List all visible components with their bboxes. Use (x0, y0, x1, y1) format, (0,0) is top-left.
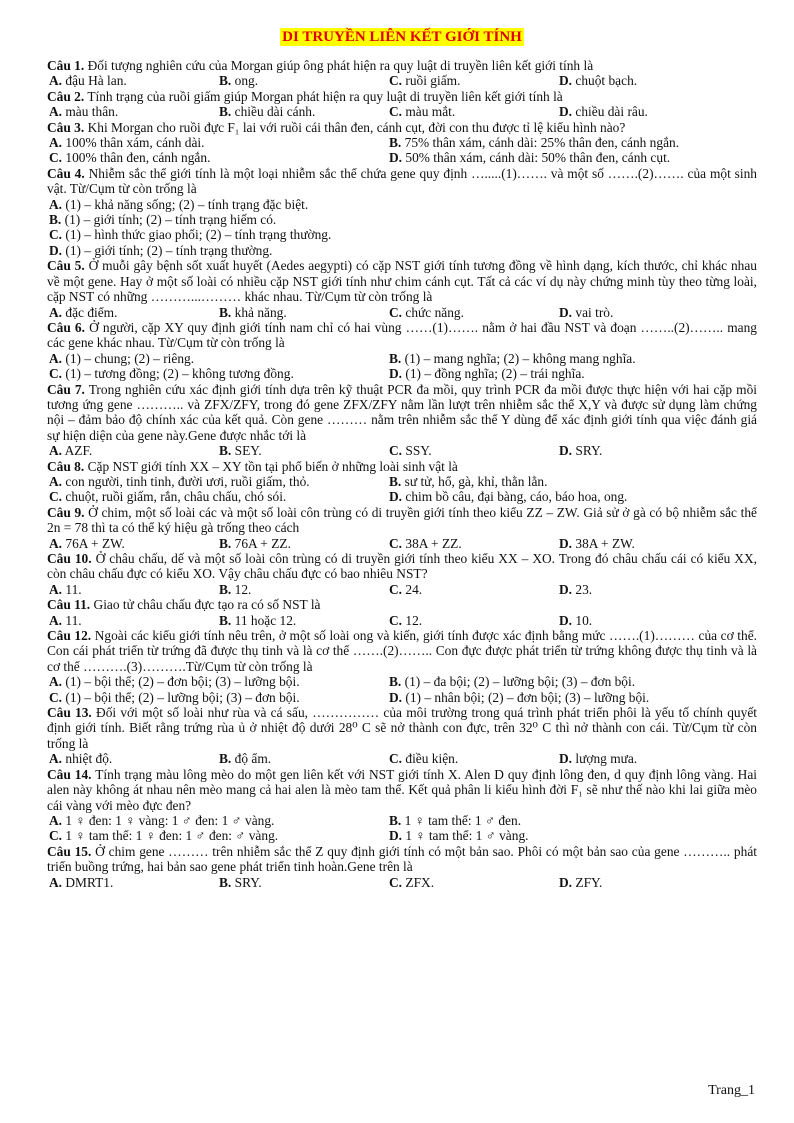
option-text: lượng mưa. (575, 751, 638, 767)
option-text: vai trò. (575, 304, 614, 320)
option-text: SRY. (575, 443, 603, 459)
option-text: (1) – đồng nghĩa; (2) – trái nghĩa. (405, 366, 585, 382)
question-stem: Khi Morgan cho ruồi đực F₁ lai với ruồi cái thân đen, cánh cụt, đời con thu được tỉ lệ kiểu hình nào? (87, 119, 626, 135)
option-text: (1) – tương đồng; (2) – không tương đồng. (65, 366, 294, 382)
option-letter: A. (49, 581, 63, 597)
answer-option (389, 135, 729, 150)
option-letter: D. (389, 828, 403, 844)
question-label: Câu 14. (47, 766, 92, 782)
option-letter: D. (559, 535, 573, 551)
answer-option (389, 690, 729, 705)
answer-option (389, 582, 559, 597)
question-label: Câu 1. (47, 58, 85, 73)
answer-option (389, 104, 559, 119)
option-text: chiều dài râu. (575, 104, 648, 120)
answer-option (49, 197, 757, 212)
question-block (47, 58, 757, 89)
option-text: (1) – giới tính; (2) – tính trạng hiếm có. (64, 212, 277, 228)
option-text: điều kiện. (405, 751, 459, 767)
option-letter: B. (389, 473, 402, 489)
answer-option (219, 582, 389, 597)
question-stem: Ở chim, một số loài các và một số loài côn trùng có di truyền giới tính theo kiểu ZZ – ZW. Giả sử ở gà có bộ nhiễm sắc thể 2n = 78 thì ta có thể ký hiệu gà trống theo cách (47, 504, 757, 536)
question-stem: Nhiễm sắc thể giới tính là một loại nhiễm sắc thể chứa gene quy định ….....(1)……. và một số …….(2)……. của một sinh vật. Từ/Cụm từ còn trống là (47, 165, 757, 197)
option-text: (1) – giới tính; (2) – tính trạng thường. (65, 242, 273, 258)
question-text (47, 551, 757, 582)
page-title: DI TRUYỀN LIÊN KẾT GIỚI TÍNH (282, 29, 522, 45)
option-letter: A. (49, 73, 63, 89)
answer-option (49, 351, 389, 366)
option-text: chức năng. (405, 304, 464, 320)
option-letter: A. (49, 674, 63, 690)
option-text: 11. (65, 612, 82, 628)
question-text (47, 58, 757, 73)
answer-option (49, 582, 219, 597)
option-text: (1) – bội thể; (2) – đơn bội; (3) – lưỡng bội. (65, 674, 300, 690)
answer-option (49, 243, 757, 258)
question-block (47, 551, 757, 597)
option-letter: A. (49, 135, 63, 151)
answer-option (389, 366, 729, 381)
title-wrap (47, 28, 757, 46)
option-letter: B. (389, 135, 402, 151)
option-text: DMRT1. (65, 874, 114, 890)
answer-option (559, 751, 729, 766)
question-stem: Ở châu chấu, dế và một số loài côn trùng có di truyền giới tính theo kiểu XX – XO. Trong đó châu chấu cái có kiểu XX, còn châu chấu đực có kiểu XO. Vậy châu chấu đực có bao nhiêu NST? (47, 551, 757, 582)
question-block (47, 258, 757, 320)
answer-option (559, 73, 729, 88)
question-list (47, 58, 757, 890)
option-text: SSY. (405, 443, 432, 459)
option-letter: C. (389, 581, 403, 597)
answer-option (389, 813, 729, 828)
option-letter: A. (49, 812, 63, 828)
option-text: 12. (234, 581, 252, 597)
answer-option (389, 489, 729, 504)
answer-option (389, 674, 729, 689)
answer-option (49, 474, 389, 489)
option-text: SRY. (234, 874, 262, 890)
option-letter: A. (49, 473, 63, 489)
answer-option (219, 751, 389, 766)
option-letter: B. (219, 581, 232, 597)
option-text: chuột bạch. (575, 73, 638, 89)
answer-option (49, 751, 219, 766)
question-label: Câu 9. (47, 504, 85, 520)
question-text (47, 89, 757, 104)
option-letter: B. (49, 212, 62, 228)
option-text: ong. (234, 73, 259, 89)
option-text: 11 hoặc 12. (234, 612, 297, 628)
question-text (47, 382, 757, 444)
answer-options (47, 875, 757, 890)
answer-option (389, 536, 559, 551)
answer-options (47, 135, 757, 166)
option-text: sư tử, hổ, gà, khỉ, thằn lằn. (404, 473, 548, 489)
option-text: 100% thân xám, cánh dài. (65, 135, 205, 151)
answer-option (389, 751, 559, 766)
option-letter: A. (49, 196, 63, 212)
option-letter: B. (219, 104, 232, 120)
option-text: 100% thân đen, cánh ngắn. (65, 150, 211, 166)
question-stem: Cặp NST giới tính XX – XY tồn tại phổ biến ở những loài sinh vật là (87, 458, 458, 474)
question-block (47, 89, 757, 120)
option-letter: C. (389, 874, 403, 890)
answer-option (49, 305, 219, 320)
answer-option (219, 305, 389, 320)
option-text: SEY. (234, 443, 262, 459)
option-letter: D. (389, 366, 403, 382)
answer-option (49, 613, 219, 628)
question-block (47, 767, 757, 844)
question-text (47, 705, 757, 751)
option-letter: B. (219, 443, 232, 459)
question-block (47, 166, 757, 258)
option-letter: D. (49, 242, 63, 258)
question-text (47, 258, 757, 304)
answer-option (49, 150, 389, 165)
answer-option (559, 613, 729, 628)
option-text: AZF. (64, 443, 93, 459)
option-text: 50% thân xám, cánh dài: 50% thân đen, cánh cụt. (405, 150, 671, 166)
answer-option (559, 582, 729, 597)
answer-option (559, 875, 729, 890)
option-text: 75% thân xám, cánh dài: 25% thân đen, cánh ngắn. (404, 135, 680, 151)
option-letter: B. (389, 674, 402, 690)
option-text: 1 ♀ tam thể: 1 ♂ vàng. (405, 828, 529, 844)
answer-option (559, 443, 729, 458)
answer-options (47, 751, 757, 766)
option-letter: C. (49, 489, 63, 505)
option-text: ZFY. (575, 874, 603, 890)
option-text: 1 ♀ đen: 1 ♀ vàng: 1 ♂ đen: 1 ♂ vàng. (65, 812, 275, 828)
answer-option (49, 73, 219, 88)
option-letter: D. (559, 304, 573, 320)
question-label: Câu 5. (47, 258, 85, 274)
option-letter: B. (389, 350, 402, 366)
question-stem: Ở người, cặp XY quy định giới tính nam chỉ có hai vùng ……(1)……. nằm ở hai đầu NST và đoạn ……..(2)…….. mang các gene khác nhau. Từ/Cụm từ còn trống là (47, 319, 757, 351)
option-letter: B. (219, 304, 232, 320)
question-text (47, 320, 757, 351)
option-text: ruồi giấm. (405, 73, 461, 89)
answer-option (389, 474, 729, 489)
question-label: Câu 12. (47, 628, 92, 644)
answer-option (389, 875, 559, 890)
option-letter: B. (219, 612, 232, 628)
option-text: màu thân. (65, 104, 119, 120)
option-text: 12. (405, 612, 423, 628)
question-block (47, 705, 757, 767)
option-letter: C. (389, 535, 403, 551)
option-letter: D. (559, 581, 573, 597)
question-stem: Trong nghiên cứu xác định giới tính dựa trên kỹ thuật PCR đa mồi, quy trình PCR đa mồi được thực hiện với hai cặp mồi tương ứng gene ……….. và ZFX/ZFY, trong đó gene ZFX/ZFY nằm lần lượt trên nhiễm sắc thể X,Y và được sử dụng làm chứng nội – đảm bảo độ chính xác của kết quả. Còn gene ……… nằm trên nhiễm sắc thể Y dùng để xác định giới tính qua việc đánh giá sự hiện diện của gene này.Gene được nhắc tới là (47, 381, 757, 443)
option-text: (1) – hình thức giao phối; (2) – tính trạng thường. (65, 227, 332, 243)
question-label: Câu 7. (47, 381, 85, 397)
option-letter: C. (389, 751, 403, 767)
option-letter: D. (389, 489, 403, 505)
question-text (47, 767, 757, 813)
answer-option (49, 443, 219, 458)
option-letter: D. (559, 104, 573, 120)
option-letter: D. (389, 689, 403, 705)
question-block (47, 597, 757, 628)
question-stem: Tính trạng của ruồi giấm giúp Morgan phát hiện ra quy luật di truyền liên kết giới tính là (87, 88, 563, 104)
option-text: khả năng. (234, 304, 287, 320)
answer-option (389, 73, 559, 88)
answer-option (389, 613, 559, 628)
answer-options (47, 674, 757, 705)
option-letter: C. (389, 443, 403, 459)
question-text (47, 505, 757, 536)
option-text: 76A + ZW. (65, 535, 125, 551)
option-text: 76A + ZZ. (234, 535, 291, 551)
option-text: đậu Hà lan. (65, 73, 127, 89)
option-letter: C. (49, 150, 63, 166)
option-text: (1) – đa bội; (2) – lưỡng bội; (3) – đơn bội. (404, 674, 636, 690)
question-block (47, 844, 757, 890)
option-text: (1) – mang nghĩa; (2) – không mang nghĩa. (404, 350, 636, 366)
answer-option (559, 104, 729, 119)
answer-option (49, 135, 389, 150)
option-letter: A. (49, 874, 63, 890)
option-letter: C. (389, 104, 403, 120)
answer-option (49, 489, 389, 504)
question-text (47, 459, 757, 474)
question-text (47, 844, 757, 875)
option-text: đặc điểm. (65, 304, 118, 320)
question-block (47, 120, 757, 166)
answer-option (559, 305, 729, 320)
question-stem: Tính trạng màu lông mèo do một gen liên kết với NST giới tính X. Alen D quy định lông đen, d quy định lông vàng. Hai alen này không át nhau nên mèo mang cả hai alen là mèo tam thể. Kết quả phân li kiểu hình đời F₁ sẽ như thế nào khi lai giữa mèo cái vàng với mèo đực đen? (47, 766, 757, 813)
answer-option (49, 828, 389, 843)
answer-options (47, 536, 757, 551)
option-letter: D. (559, 612, 573, 628)
question-block (47, 628, 757, 705)
option-text: 1 ♀ tam thể: 1 ♀ đen: 1 ♂ đen: ♂ vàng. (65, 828, 279, 844)
option-text: 10. (575, 612, 593, 628)
answer-option (389, 351, 729, 366)
question-stem: Đối tượng nghiên cứu của Morgan giúp ông phát hiện ra quy luật di truyền liên kết giới tính là (87, 58, 594, 73)
option-text: (1) – nhân bội; (2) – đơn bội; (3) – lưỡng bội. (405, 689, 650, 705)
question-label: Câu 11. (47, 597, 91, 613)
option-text: 23. (575, 581, 593, 597)
option-letter: D. (559, 443, 573, 459)
answer-options (47, 197, 757, 259)
answer-option (389, 443, 559, 458)
question-label: Câu 8. (47, 458, 85, 474)
answer-option (49, 227, 757, 242)
answer-option (49, 690, 389, 705)
answer-option (49, 212, 757, 227)
option-letter: A. (49, 612, 63, 628)
answer-options (47, 443, 757, 458)
option-letter: B. (219, 535, 232, 551)
answer-option (219, 536, 389, 551)
answer-options (47, 73, 757, 88)
answer-option (219, 875, 389, 890)
option-text: con người, tinh tinh, đười ươi, ruồi giấm, thỏ. (65, 473, 310, 489)
answer-options (47, 613, 757, 628)
option-text: ZFX. (405, 874, 435, 890)
answer-options (47, 813, 757, 844)
question-label: Câu 10. (47, 551, 92, 566)
question-text (47, 628, 757, 674)
option-text: chiều dài cánh. (234, 104, 316, 120)
question-block (47, 505, 757, 551)
option-text: 38A + ZW. (575, 535, 635, 551)
option-letter: A. (49, 443, 63, 459)
question-label: Câu 13. (47, 705, 92, 721)
option-letter: C. (389, 304, 403, 320)
answer-option (49, 536, 219, 551)
answer-options (47, 351, 757, 382)
option-letter: A. (49, 535, 63, 551)
option-letter: B. (219, 73, 232, 89)
question-label: Câu 6. (47, 319, 85, 335)
question-block (47, 459, 757, 505)
option-letter: C. (389, 612, 403, 628)
question-label: Câu 15. (47, 843, 92, 859)
option-letter: C. (49, 828, 63, 844)
option-text: (1) – bội thể; (2) – lưỡng bội; (3) – đơn bội. (65, 689, 300, 705)
answer-options (47, 474, 757, 505)
option-letter: D. (559, 751, 573, 767)
option-text: 38A + ZZ. (405, 535, 462, 551)
question-text (47, 597, 757, 612)
option-letter: D. (389, 150, 403, 166)
option-text: chuột, ruồi giấm, rắn, châu chấu, chó sói. (65, 489, 287, 505)
option-text: nhiệt độ. (65, 751, 113, 767)
answer-option (219, 443, 389, 458)
question-stem: Đối với một số loài như rùa và cá sấu, …………… của môi trường trong quá trình phát triển phôi là yếu tố chính quyết định giới tính. Biết rằng trứng rùa ủ ở nhiệt độ dưới 28⁰ C sẽ nở thành con đực, trên 32⁰ C thì nở thành con cái. Từ/Cụm từ còn trống là (47, 705, 757, 751)
question-label: Câu 4. (47, 165, 85, 181)
question-block (47, 320, 757, 382)
option-text: độ ẩm. (234, 751, 272, 767)
option-letter: C. (49, 227, 63, 243)
option-letter: C. (49, 366, 63, 382)
option-letter: D. (559, 874, 573, 890)
question-text (47, 120, 757, 135)
option-letter: C. (49, 689, 63, 705)
question-label: Câu 2. (47, 88, 85, 104)
option-text: (1) – khả năng sống; (2) – tính trạng đặc biệt. (65, 196, 309, 212)
answer-option (389, 305, 559, 320)
option-letter: C. (389, 73, 403, 89)
answer-option (49, 875, 219, 890)
option-text: 11. (65, 581, 82, 597)
option-text: 24. (405, 581, 423, 597)
option-letter: A. (49, 751, 63, 767)
page-number: Trang_1 (708, 1083, 755, 1098)
option-letter: B. (389, 812, 402, 828)
answer-option (49, 366, 389, 381)
question-stem: Ngoài các kiểu giới tính nêu trên, ở một số loài ong và kiến, giới tính được xác định bằng mức …….(1)……… của cơ thể. Con cái phát triển từ trứng đã được thụ tinh và là cơ thể …….(2)…….. Con đực được phát triển từ trứng không được thụ tinh và là cơ thể ……….(3)……….Từ/Cụm từ còn trống là (47, 628, 757, 674)
answer-option (49, 674, 389, 689)
option-text: màu mắt. (405, 104, 456, 120)
option-text: chim bồ câu, đại bàng, cáo, báo hoa, ong. (405, 489, 628, 505)
option-letter: D. (559, 73, 573, 89)
question-stem: Ở chim gene ……… trên nhiễm sắc thể Z quy định giới tính có một bản sao. Phôi có một bản sao của gene ……….. phát triển buồng trứng, hai bản sao gene phát triển tinh hoàn.Gene trên là (47, 843, 757, 875)
option-letter: A. (49, 104, 63, 120)
answer-option (49, 813, 389, 828)
answer-option (49, 104, 219, 119)
option-text: (1) – chung; (2) – riêng. (65, 350, 195, 366)
question-stem: Ở muỗi gây bệnh sốt xuất huyết (Aedes aegypti) có cặp NST giới tính tương đồng về hình dạng, kích thước, chỉ khác nhau về một gene. Hay ở một số loài có nhiều cặp NST giới tính như chim cánh cụt. Tất cả các ví dụ này chứng minh tùy theo từng loài, cặp NST có những ………...……… khác nhau. Từ/Cụm từ còn trống là (47, 258, 757, 305)
option-text: 1 ♀ tam thể: 1 ♂ đen. (404, 812, 522, 828)
answer-options (47, 305, 757, 320)
answer-options (47, 582, 757, 597)
question-text (47, 166, 757, 197)
option-letter: B. (219, 874, 232, 890)
answer-option (389, 828, 729, 843)
answer-option (219, 104, 389, 119)
answer-option (559, 536, 729, 551)
answer-option (219, 73, 389, 88)
answer-option (219, 613, 389, 628)
question-block (47, 382, 757, 459)
option-letter: A. (49, 304, 63, 320)
answer-options (47, 104, 757, 119)
option-letter: B. (219, 751, 232, 767)
document-page (47, 28, 757, 890)
option-letter: A. (49, 350, 63, 366)
answer-option (389, 150, 729, 165)
question-stem: Giao tử châu chấu đực tạo ra có số NST là (93, 597, 321, 613)
question-label: Câu 3. (47, 119, 85, 135)
